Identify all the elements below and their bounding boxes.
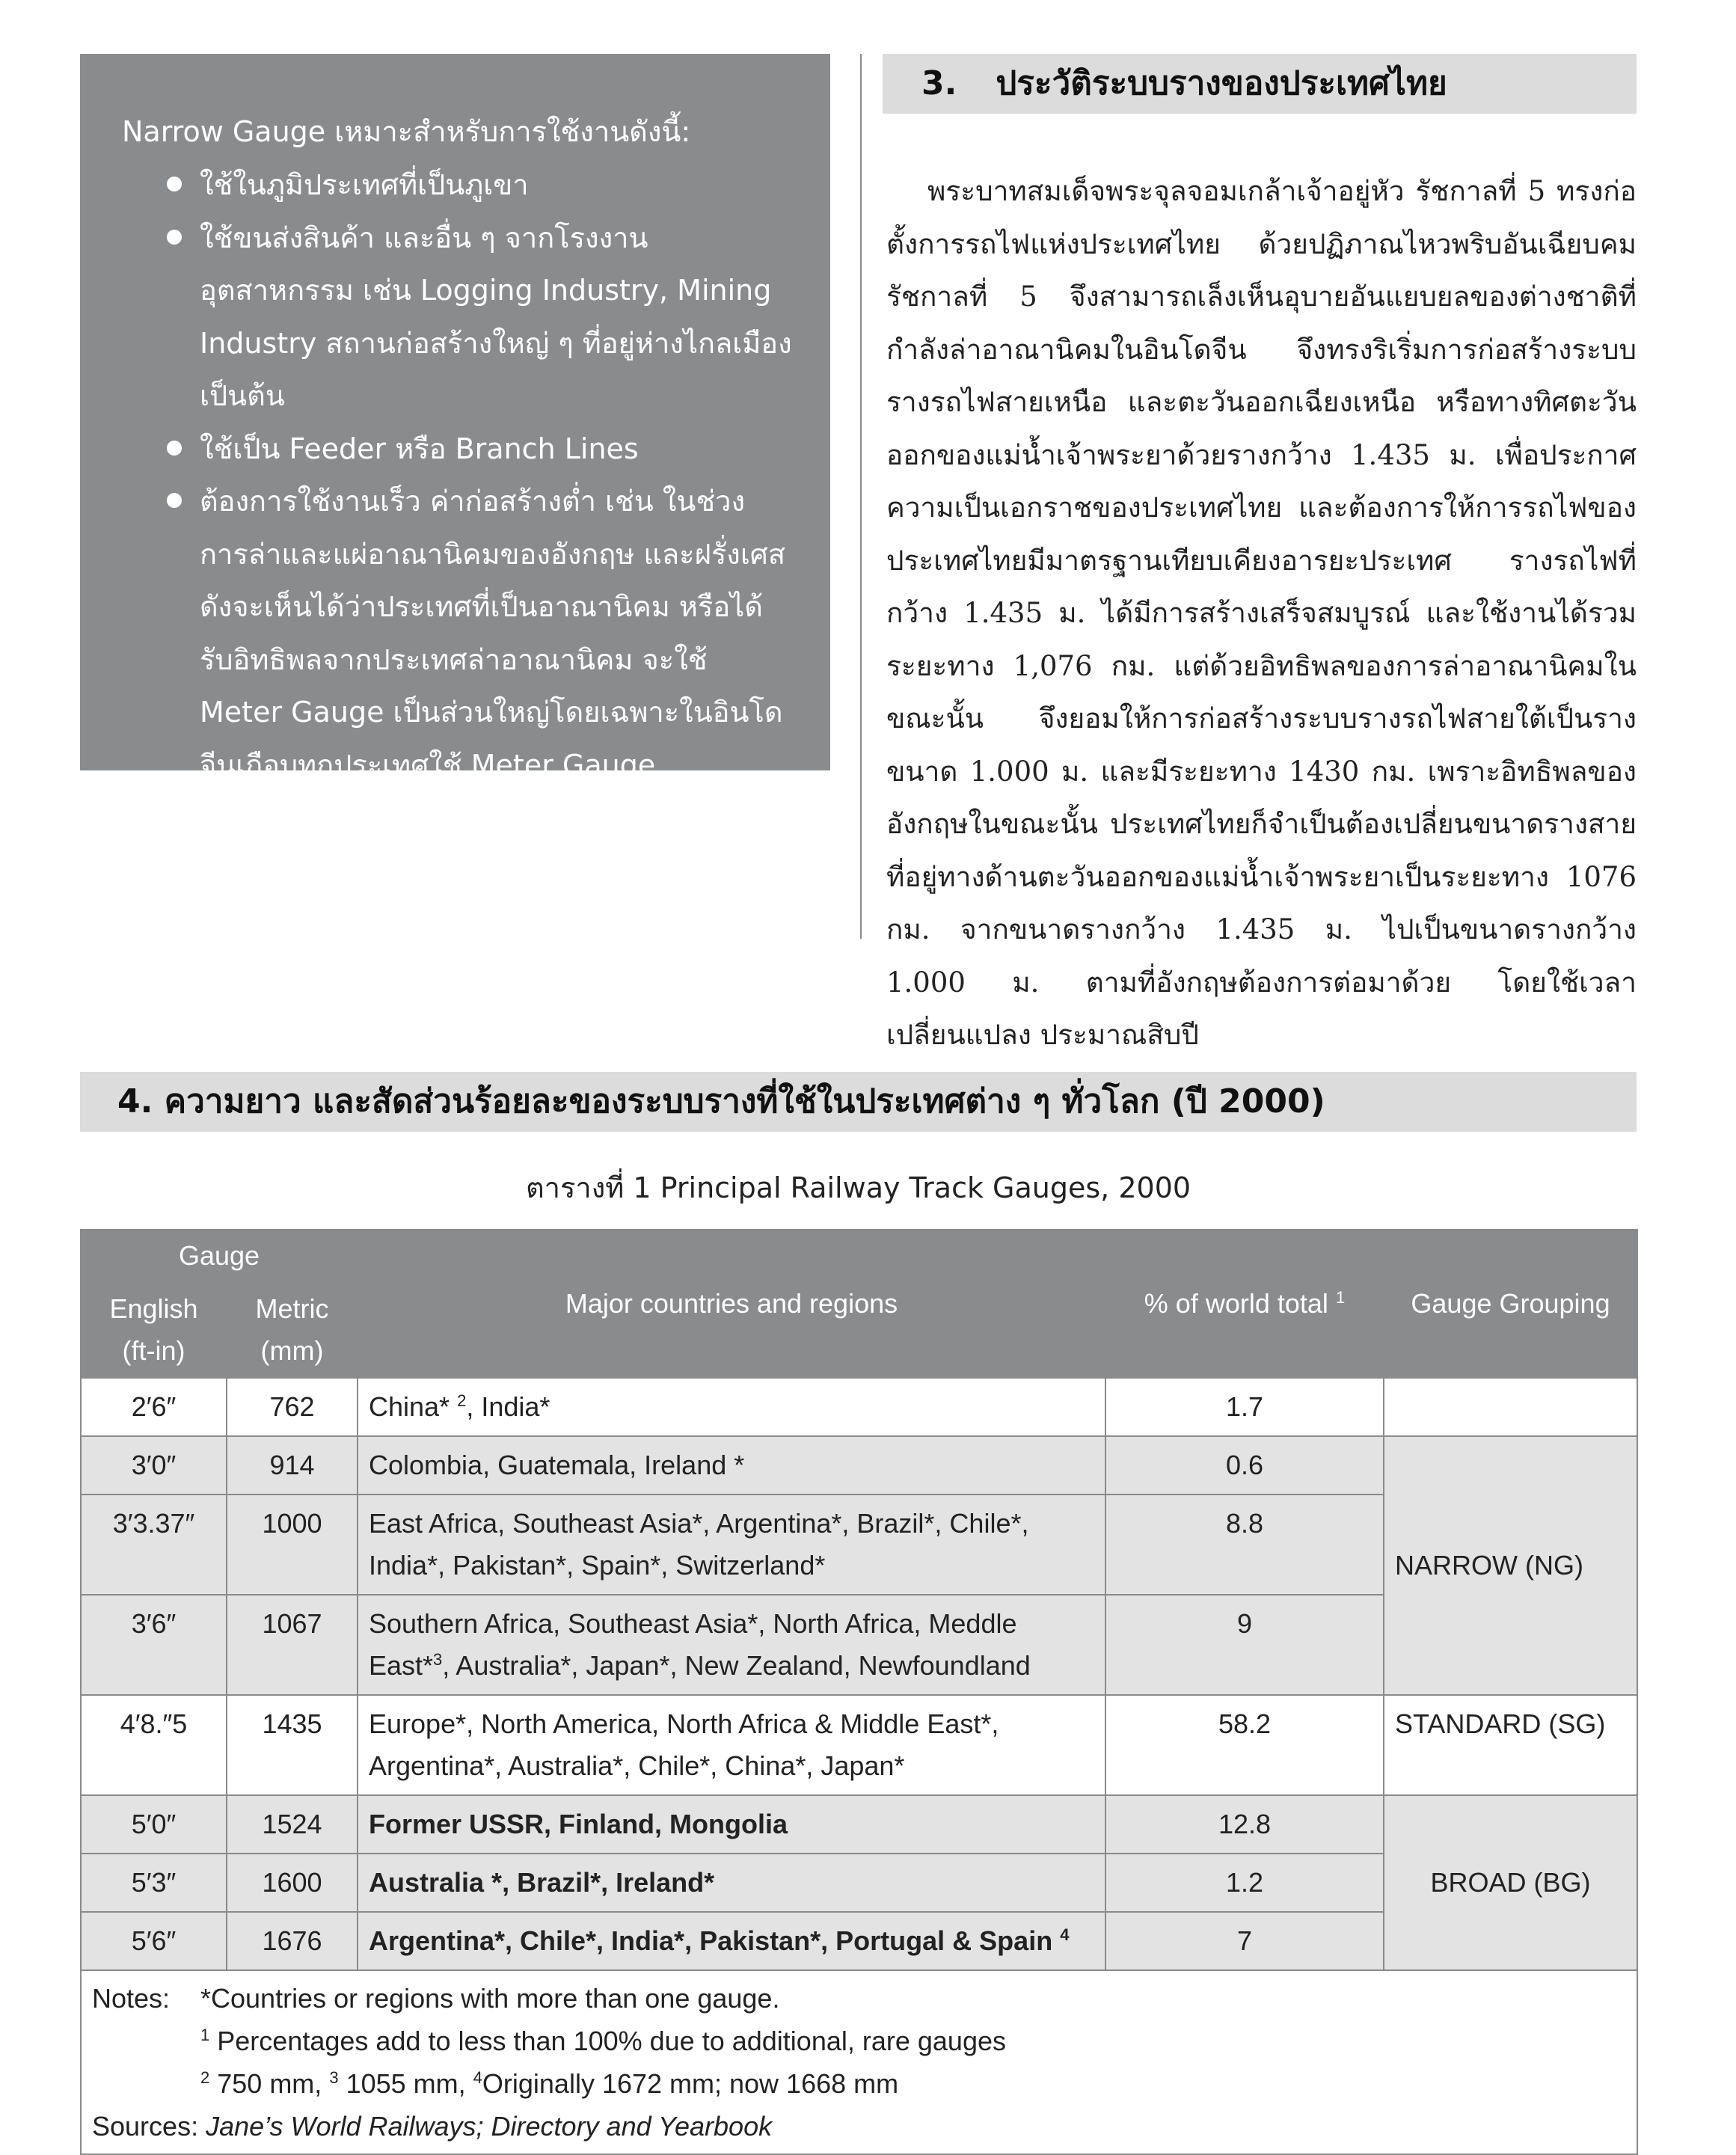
notes-row bbox=[81, 1970, 1637, 2154]
cell-pct: 9 bbox=[1105, 1595, 1384, 1695]
cell-pct: 0.6 bbox=[1105, 1436, 1384, 1495]
cell-pct: 12.8 bbox=[1105, 1795, 1384, 1854]
cell-metric: 1000 bbox=[227, 1495, 358, 1595]
cell-metric: 762 bbox=[227, 1378, 358, 1436]
cell-metric: 1067 bbox=[227, 1595, 358, 1695]
cell-countries: China* $^2$, India* bbox=[358, 1378, 1105, 1436]
table-notes bbox=[81, 1970, 1637, 2154]
sources-line: Sources: Jane’s World Railways; Directory and Yearbook bbox=[92, 2111, 773, 2142]
header-countries: Major countries and regions bbox=[358, 1230, 1105, 1378]
table-row bbox=[81, 1795, 1637, 1854]
header-grouping: Gauge Grouping bbox=[1384, 1230, 1637, 1378]
narrow-gauge-list bbox=[122, 159, 793, 791]
cell-countries: Australia *, Brazil*, Ireland* bbox=[358, 1854, 1105, 1912]
table-row bbox=[81, 1695, 1637, 1795]
cell-pct: 58.2 bbox=[1105, 1695, 1384, 1795]
note-line: $^2$ 750 mm, $^3$ 1055 mm, $^4$Originally 1672 mm; now 1668 mm bbox=[200, 2068, 899, 2099]
group-standard: STANDARD (SG) bbox=[1384, 1695, 1637, 1795]
note-line: Notes: *Countries or regions with more than one gauge. bbox=[92, 1977, 1626, 2020]
header-pct: % of world total $^1$ bbox=[1105, 1230, 1384, 1378]
header-gauge: Gauge bbox=[81, 1230, 358, 1282]
cell-countries: Southern Africa, Southeast Asia*, North Africa, Meddle East*$^3$, Australia*, Japan*, New Zealand, Newfoundland bbox=[358, 1595, 1105, 1695]
table-row bbox=[81, 1378, 1637, 1436]
list-item: ใช้เป็น Feeder หรือ Branch Lines bbox=[122, 423, 793, 476]
cell-english: 5′6″ bbox=[81, 1912, 227, 1970]
header-metric: Metric (mm) bbox=[227, 1282, 358, 1378]
cell-grouping bbox=[1384, 1378, 1637, 1436]
bullet-icon bbox=[167, 177, 182, 191]
cell-pct: 1.2 bbox=[1105, 1854, 1384, 1912]
narrow-gauge-box bbox=[80, 54, 830, 782]
group-narrow: NARROW (NG) bbox=[1384, 1436, 1637, 1695]
cell-metric: 1524 bbox=[227, 1795, 358, 1854]
group-broad: BROAD (BG) bbox=[1384, 1795, 1637, 1970]
section-3-number: 3. bbox=[921, 64, 957, 102]
cell-english: 4′8.″5 bbox=[81, 1695, 227, 1795]
bullet-icon bbox=[167, 493, 182, 508]
cell-countries: East Africa, Southeast Asia*, Argentina*, Brazil*, Chile*, India*, Pakistan*, Spain*, Switzerland* bbox=[358, 1495, 1105, 1595]
table-row bbox=[81, 1436, 1637, 1495]
cell-countries: Argentina*, Chile*, India*, Pakistan*, Portugal & Spain $^4$ bbox=[358, 1912, 1105, 1970]
list-item: ใช้ในภูมิประเทศที่เป็นภูเขา bbox=[122, 159, 793, 212]
cell-metric: 1676 bbox=[227, 1912, 358, 1970]
cell-english: 2′6″ bbox=[81, 1378, 227, 1436]
cell-pct: 1.7 bbox=[1105, 1378, 1384, 1436]
gauge-table bbox=[80, 1229, 1638, 2155]
cell-metric: 1435 bbox=[227, 1695, 358, 1795]
cell-countries: Former USSR, Finland, Mongolia bbox=[358, 1795, 1105, 1854]
header-english: English (ft-in) bbox=[81, 1282, 227, 1378]
cell-countries: Europe*, North America, North Africa & Middle East*, Argentina*, Australia*, Chile*, China*, Japan* bbox=[358, 1695, 1105, 1795]
sources-text: Jane’s World Railways; Directory and Yearbook bbox=[206, 2111, 773, 2142]
cell-metric: 914 bbox=[227, 1436, 358, 1495]
table-caption: ตารางที่ 1 Principal Railway Track Gauges, 2000 bbox=[525, 1171, 1191, 1204]
narrow-gauge-heading: Narrow Gauge เหมาะสำหรับการใช้งานดังนี้: bbox=[122, 115, 691, 148]
section-4-heading: 4. ความยาว และสัดส่วนร้อยละของระบบรางที่ใช้ในประเทศต่าง ๆ ทั่วโลก (ปี 2000) bbox=[80, 1072, 1637, 1132]
cell-countries: Colombia, Guatemala, Ireland * bbox=[358, 1436, 1105, 1495]
section-3-heading bbox=[883, 54, 1637, 114]
section-3-body: พระบาทสมเด็จพระจุลจอมเกล้าเจ้าอยู่หัว รัชกาลที่ 5 ทรงก่อตั้งการรถไฟแห่งประเทศไทย ด้วยปฏิภาณไหวพริบอันเฉียบคม รัชกาลที่ 5 จึงสามารถเล็งเห็นอุบายอันแยบยลของต่างชาติที่กำลังล่าอาณานิคมในอินโดจีน จึงทรงริเริ่มการก่อสร้างระบบรางรถไฟสายเหนือ และตะวันออกเฉียงเหนือ หรือทางทิศตะวันออกของแม่น้ำเจ้าพระยาด้วยรางกว้าง 1.435 ม. เพื่อประกาศความเป็นเอกราชของประเทศไทย และต้องการให้การรถไฟของประเทศไทยมีมาตรฐานเทียบเคียงอารยะประเทศ รางรถไฟที่กว้าง 1.435 ม. ได้มีการสร้างเสร็จสมบูรณ์ และใช้งานได้รวมระยะทาง 1,076 กม. แต่ด้วยอิทธิพลของการล่าอาณานิคมในขณะนั้น จึงยอมให้การก่อสร้างระบบรางรถไฟสายใต้เป็นราง ขนาด 1.000 ม. และมีระยะทาง 1430 กม. เพราะอิทธิพลของอังกฤษในขณะนั้น ประเทศไทยก็จำเป็นต้องเปลี่ยนขนาดรางสายที่อยู่ทางด้านตะวันออกของแม่น้ำเจ้าพระยาเป็นระยะทาง 1076 กม. จากขนาดรางกว้าง 1.435 ม. ไปเป็นขนาดรางกว้าง 1.000 ม. ตามที่อังกฤษต้องการต่อมาด้วย โดยใช้เวลาเปลี่ยนแปลง ประมาณสิบปี bbox=[886, 175, 1637, 1051]
section-3-title: ประวัติระบบรางของประเทศไทย bbox=[996, 64, 1447, 102]
cell-english: 3′3.37″ bbox=[81, 1495, 227, 1595]
cell-pct: 8.8 bbox=[1105, 1495, 1384, 1595]
cell-english: 5′3″ bbox=[81, 1854, 227, 1912]
column-divider bbox=[860, 54, 862, 939]
table-header-row bbox=[81, 1230, 1637, 1282]
cell-metric: 1600 bbox=[227, 1854, 358, 1912]
cell-pct: 7 bbox=[1105, 1912, 1384, 1970]
cell-english: 3′0″ bbox=[81, 1436, 227, 1495]
cell-english: 5′0″ bbox=[81, 1795, 227, 1854]
cell-english: 3′6″ bbox=[81, 1595, 227, 1695]
bullet-icon bbox=[167, 230, 182, 245]
list-item: ใช้ขนส่งสินค้า และอื่น ๆ จากโรงงานอุตสาหกรรม เช่น Logging Industry, Mining Industry สถานก่อสร้างใหญ่ ๆ ที่อยู่ห่างไกลเมือง เป็นต้น bbox=[122, 212, 793, 423]
notes-label: Notes: bbox=[92, 1983, 171, 2014]
note-line: $^1$ Percentages add to less than 100% due to additional, rare gauges bbox=[200, 2026, 1006, 2056]
bullet-icon bbox=[167, 441, 182, 456]
list-item: ต้องการใช้งานเร็ว ค่าก่อสร้างต่ำ เช่น ในช่วงการล่าและแผ่อาณานิคมของอังกฤษ และฝรั่งเศส ดังจะเห็นได้ว่าประเทศที่เป็นอาณานิคม หรือได้รับอิทธิพลจากประเทศล่าอาณานิคม จะใช้ Meter Gauge เป็นส่วนใหญ่โดยเฉพาะในอินโดจีนเกือบทุกประเทศใช้ Meter Gauge bbox=[122, 475, 793, 791]
